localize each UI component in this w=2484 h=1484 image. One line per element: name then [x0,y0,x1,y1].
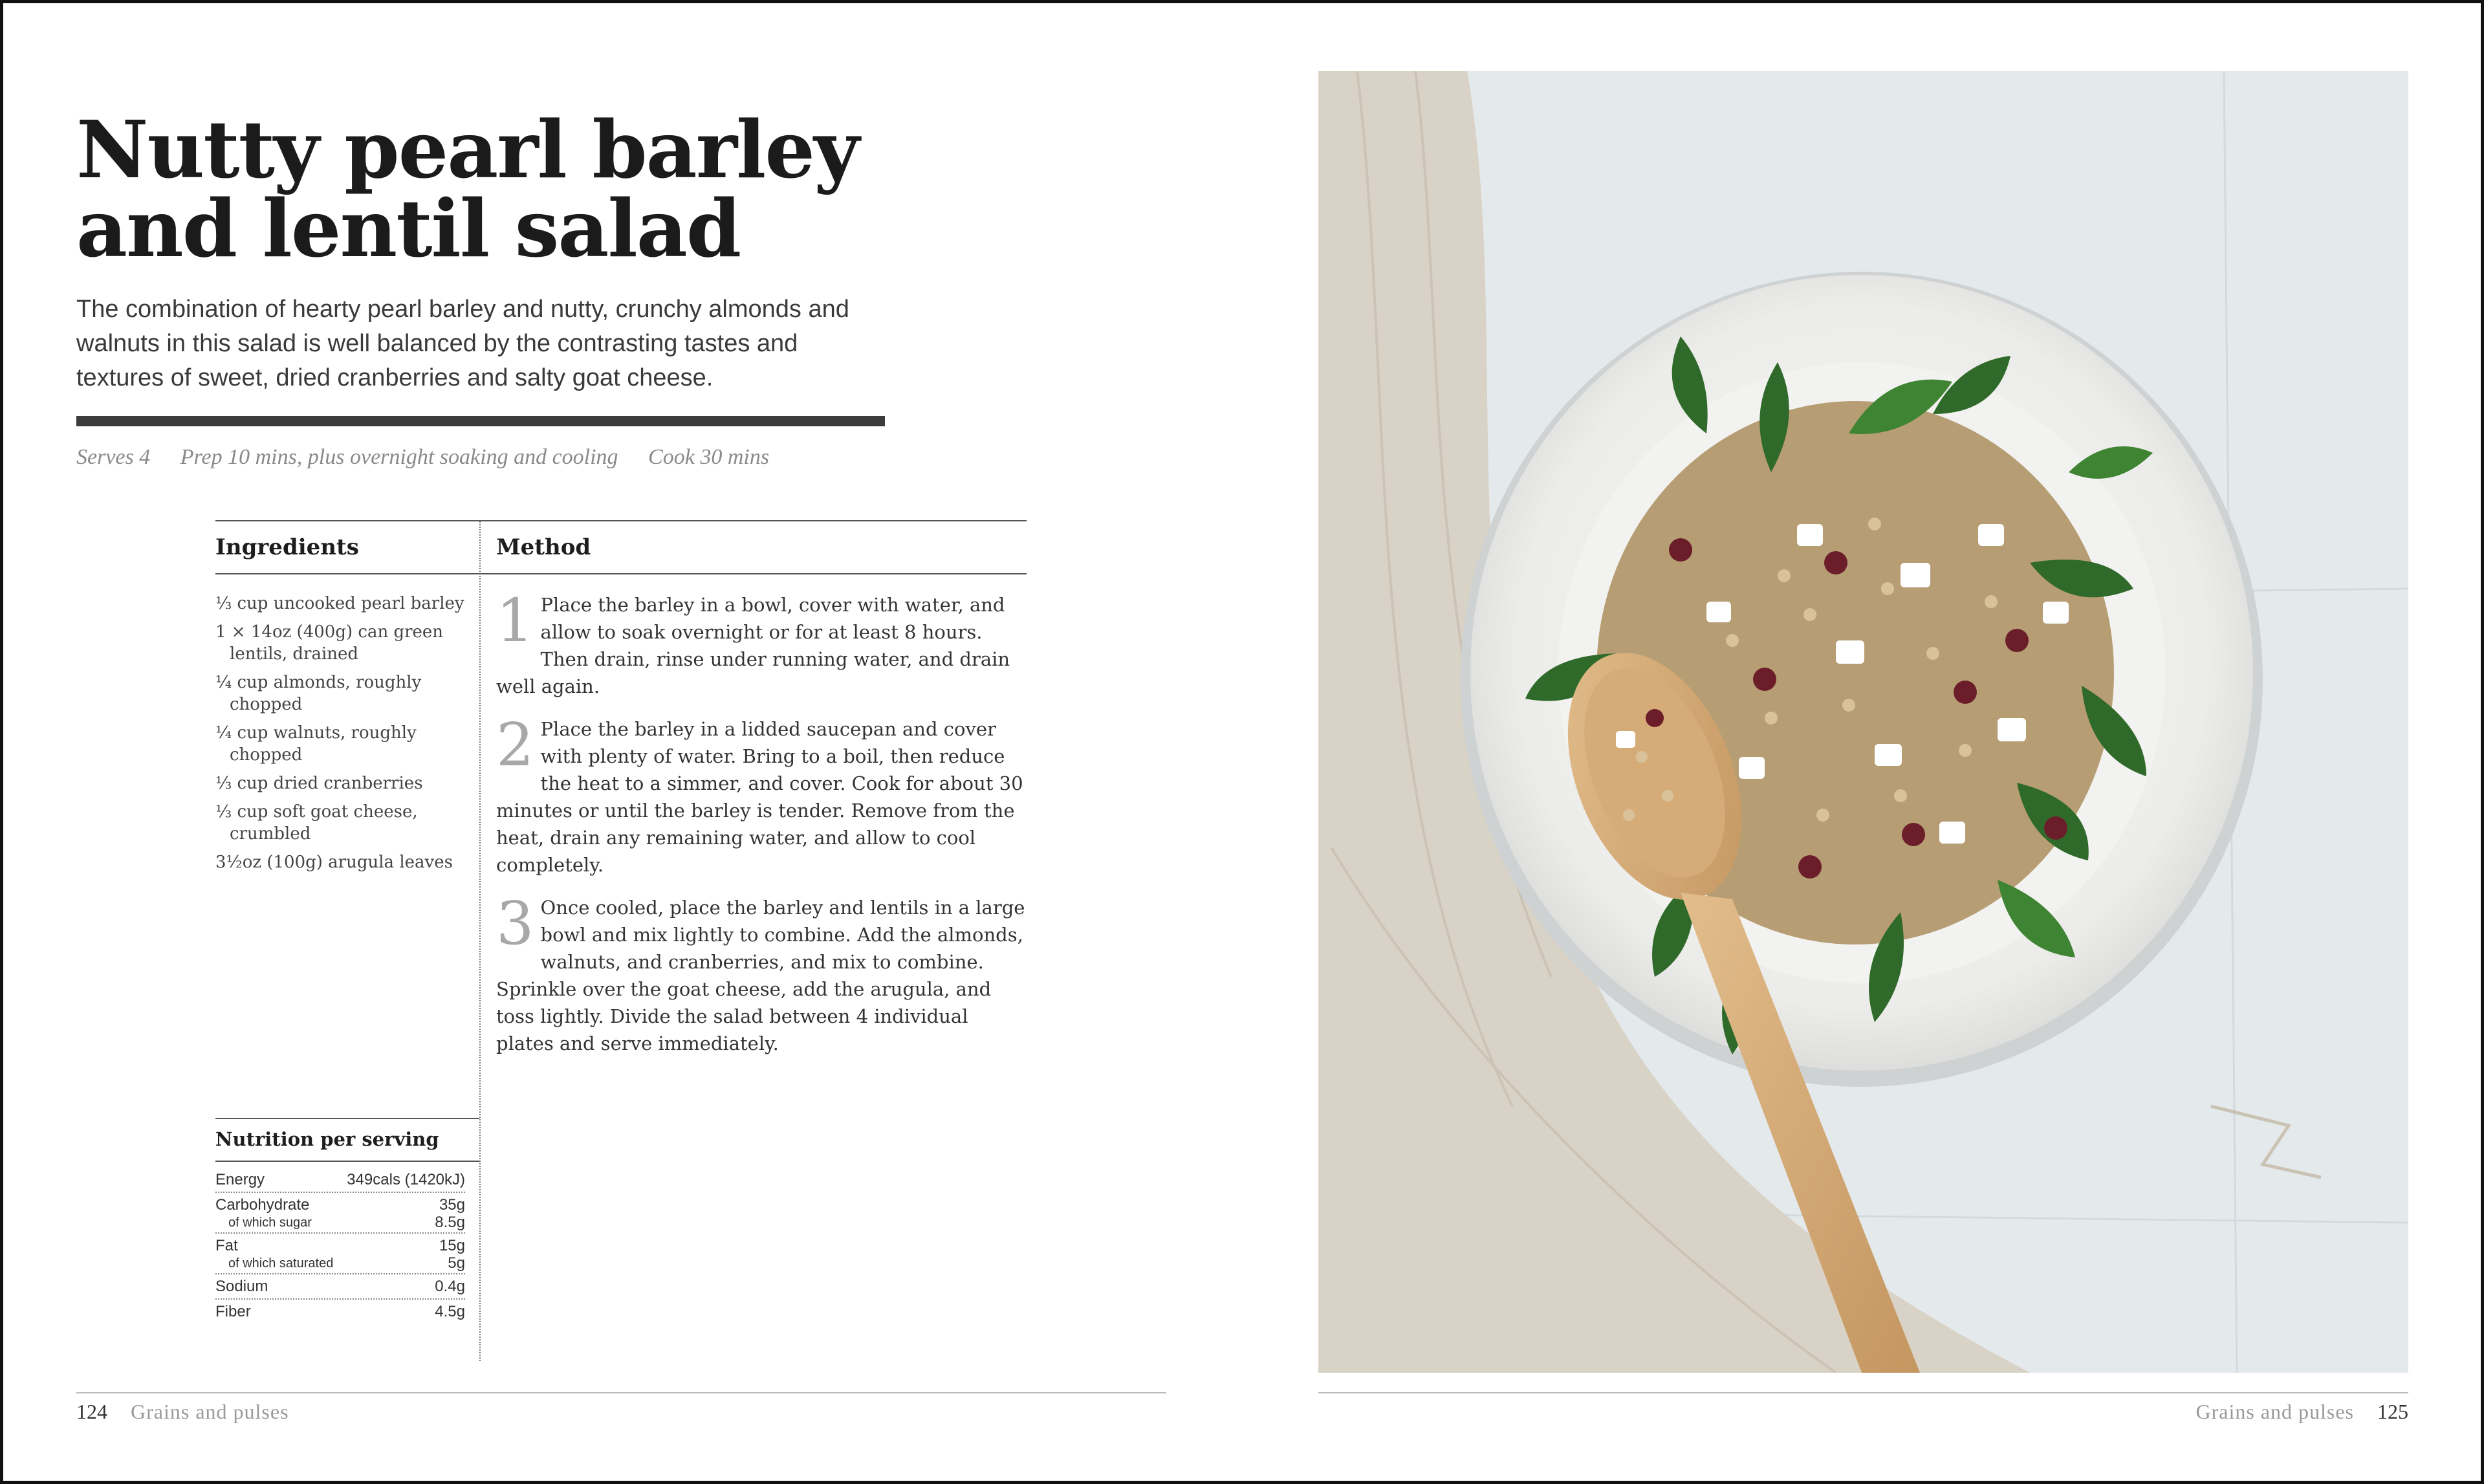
title-line-1: Nutty pearl barley [76,103,858,196]
ingredients-heading: Ingredients [215,534,359,560]
ingredient-list [215,593,468,880]
title-rule [76,416,885,426]
footer-rule-right [1318,1392,2408,1393]
nutrition-value: 15g [439,1237,465,1254]
folio-right [2195,1400,2408,1424]
nutrition-label: Fiber [215,1303,251,1320]
step-text: Once cooled, place the barley and lentils in a large bowl and mix lightly to combine. Add the almonds, walnuts, and cranberries, and mix to combine. Sprinkle over the goat cheese, add the arugula, and toss lightly. Divide the salad between 4 individual plates and serve immediately. [496,897,1025,1054]
nutrition-heading: Nutrition per serving [215,1128,439,1150]
step-number: 1 [496,586,534,655]
method-step [496,586,1027,700]
ingredient-item: 3½oz (100g) arugula leaves [215,853,453,872]
nutrition-table [215,1168,465,1324]
nutrition-row [215,1168,465,1193]
method-steps [496,586,1027,1073]
footer-rule-left [76,1392,1166,1393]
method-step [496,710,1027,878]
method-heading: Method [496,534,591,560]
nutrition-heading-rule [215,1161,479,1162]
nutrition-label: Energy [215,1171,265,1188]
ingredient-item: ¼ cup almonds, roughly chopped [215,673,422,714]
recipe-title [76,103,917,275]
nutrition-value: 0.4g [435,1278,465,1295]
title-line-2: and lentil salad [76,182,741,275]
step-number: 3 [496,889,534,958]
nutrition-label: Sodium [215,1278,268,1295]
nutrition-label: Carbohydrate [215,1196,310,1214]
step-number: 2 [496,710,534,780]
ingredient-item: ⅓ cup dried cranberries [215,774,423,793]
cook-text: Cook 30 mins [648,445,770,469]
ingredient-item: 1 × 14oz (400g) can green lentils, drained [215,622,444,664]
prep-text: Prep 10 mins, plus overnight soaking and cooling [180,445,618,469]
folio-left [76,1400,289,1424]
column-divider [479,521,481,1361]
ingredient-item: ⅓ cup soft goat cheese, crumbled [215,802,418,844]
serves-text: Serves 4 [76,445,151,469]
salad-bowl-illustration [1318,71,2408,1373]
step-text: Place the barley in a lidded saucepan and cover with plenty of water. Bring to a boil, then reduce the heat to a simmer, and cover. Cook for about 30 minutes or until the barley is tender. Remove from the heat, drain any remaining water, and allow to cool completely. [496,718,1023,876]
nutrition-value: 4.5g [435,1303,465,1320]
nutrition-row [215,1234,465,1274]
section-name: Grains and pulses [131,1400,289,1423]
ingredient-item: ¼ cup walnuts, roughly chopped [215,723,417,765]
nutrition-top-rule [215,1118,479,1119]
nutrition-value: 35g [439,1196,465,1214]
nutrition-value: 5g [448,1254,465,1272]
step-text: Place the barley in a bowl, cover with water, and allow to soak overnight or for at least 8 hours. Then drain, rinse under running water, and drain well again. [496,594,1010,697]
nutrition-sublabel: of which sugar [228,1216,312,1230]
nutrition-row [215,1274,465,1300]
section-name: Grains and pulses [2195,1400,2354,1423]
nutrition-label: Fat [215,1237,238,1254]
nutrition-value: 8.5g [435,1214,465,1231]
salad-photo [1318,71,2408,1373]
recipe-intro: The combination of hearty pearl barley and nutty, crunchy almonds and walnuts in this salad is well balanced by the contrasting tastes and textures of sweet, dried cranberries and salty goat cheese. [76,296,849,391]
method-step [496,889,1027,1057]
page-number: 124 [76,1400,107,1423]
ingredient-item: ⅓ cup uncooked pearl barley [215,594,464,613]
nutrition-value: 349cals (1420kJ) [347,1171,465,1188]
nutrition-sublabel: of which saturated [228,1256,334,1271]
nutrition-row [215,1193,465,1234]
nutrition-row [215,1300,465,1324]
page-number: 125 [2377,1400,2408,1423]
table-top-rule [215,520,1027,521]
recipe-meta [76,445,885,470]
heading-rule [215,573,1027,574]
